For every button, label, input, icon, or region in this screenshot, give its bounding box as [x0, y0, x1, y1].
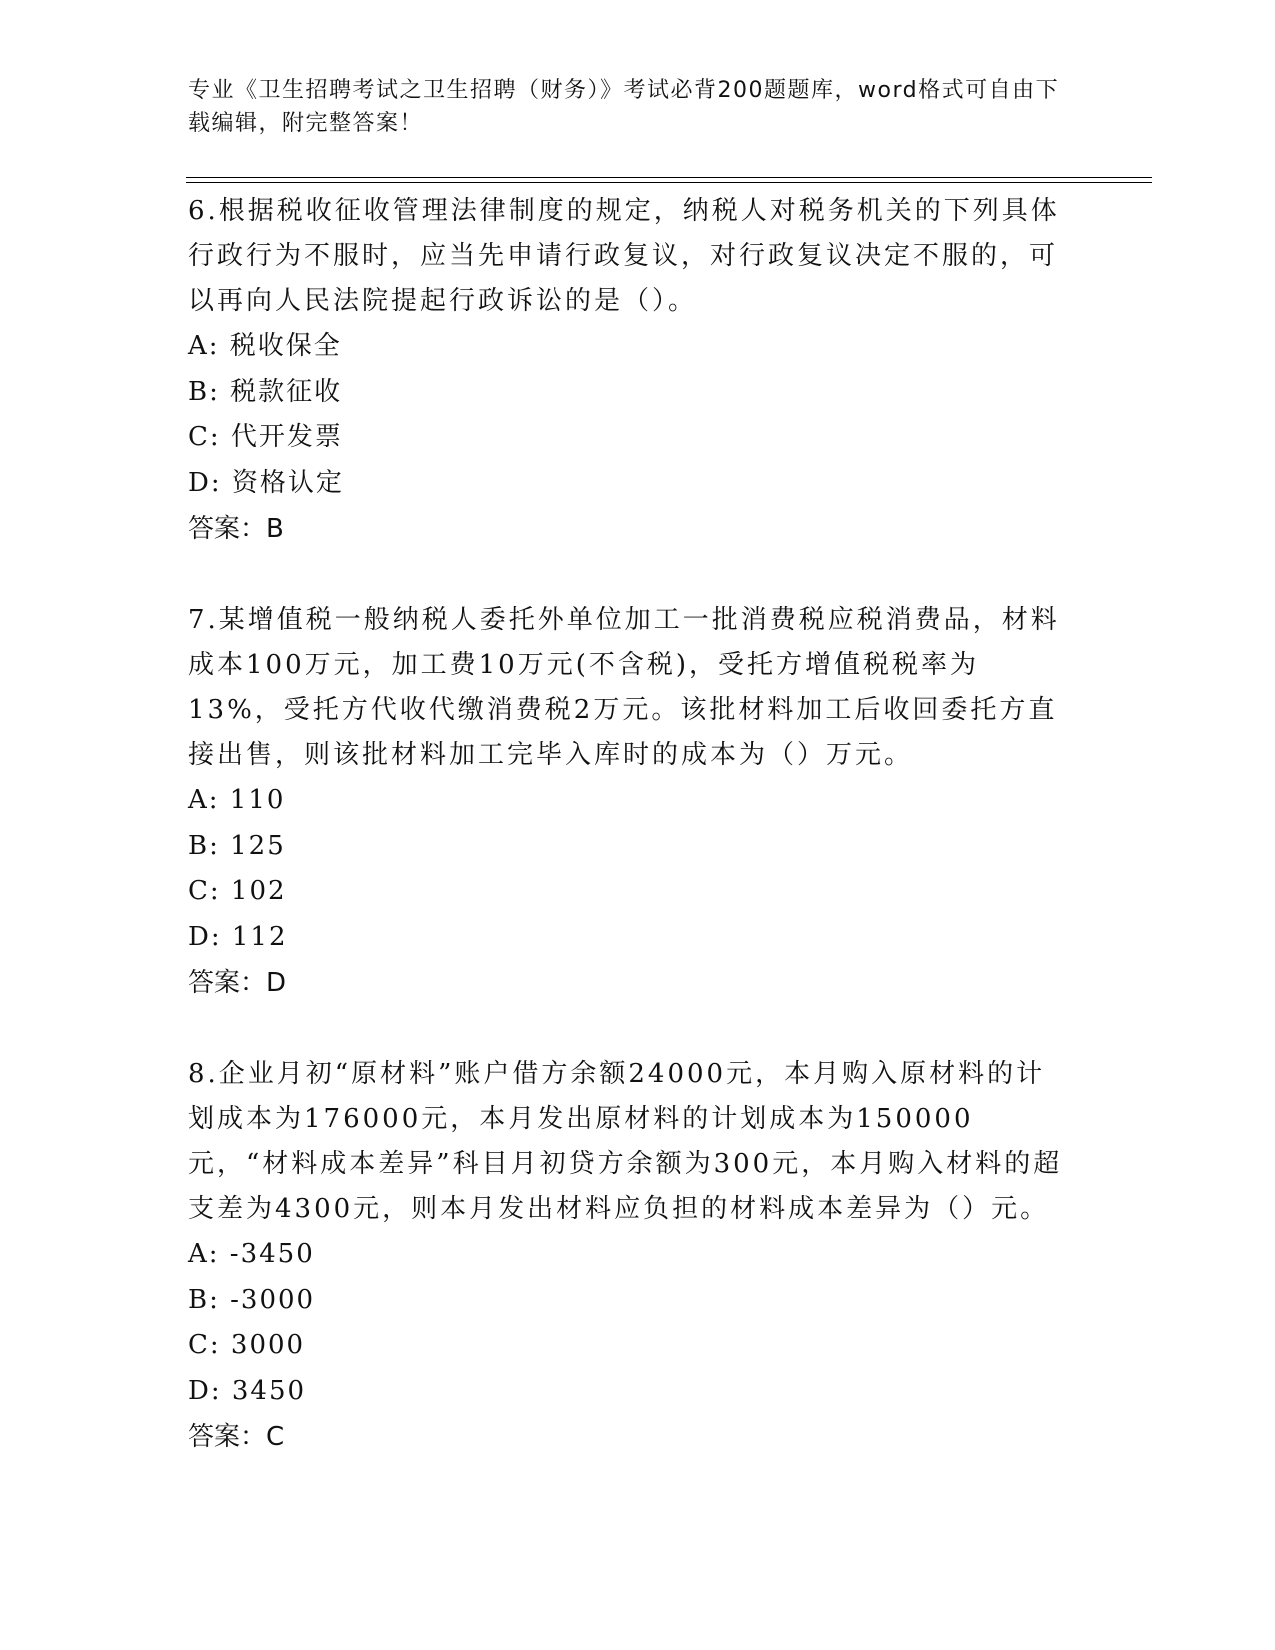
answer-label: 答案：D: [188, 968, 287, 998]
option-b: B: 125: [188, 830, 286, 861]
answer-label: 答案：C: [188, 1422, 285, 1452]
question-stem: 7.某增值税一般纳税人委托外单位加工一批消费税应税消费品，材料成本100万元，加工费10万元(不含税)，受托方增值税税率为13%，受托方代收代缴消费税2万元。该批材料加工后收回委托方直接出售，则该批材料加工完毕入库时的成本为（）万元。: [188, 605, 1060, 770]
option-b: B: -3000: [188, 1284, 316, 1315]
question-7: [188, 598, 1068, 1006]
option-d: D: 资格认定: [188, 467, 344, 498]
question-6: [188, 189, 1068, 552]
header-rule-bottom: [186, 182, 1152, 183]
option-c: C: 代开发票: [188, 422, 343, 452]
option-c: C: 102: [188, 876, 287, 906]
option-d: D: 112: [188, 921, 288, 952]
question-list: [188, 189, 1068, 1506]
header-rule-top: [186, 177, 1152, 178]
document-header: 专业《卫生招聘考试之卫生招聘（财务）》考试必背200题题库，word格式可自由下载编辑，附完整答案！: [188, 78, 1060, 136]
option-a: A: -3450: [188, 1239, 315, 1269]
option-a: A: 税收保全: [188, 331, 342, 361]
option-d: D: 3450: [188, 1375, 307, 1406]
question-stem: 8.企业月初“原材料”账户借方余额24000元，本月购入原材料的计划成本为176000元，本月发出原材料的计划成本为150000元，“材料成本差异”科目月初贷方余额为300元，本月购入材料的超支差为4300元，则本月发出材料应负担的材料成本差异为（）元。: [188, 1059, 1063, 1224]
answer-label: 答案：B: [188, 514, 284, 544]
option-b: B: 税款征收: [188, 376, 343, 407]
option-a: A: 110: [188, 785, 286, 815]
option-c: C: 3000: [188, 1330, 306, 1360]
question-8: [188, 1052, 1068, 1460]
question-stem: 6.根据税收征收管理法律制度的规定，纳税人对税务机关的下列具体行政行为不服时，应当先申请行政复议，对行政复议决定不服的，可以再向人民法院提起行政诉讼的是（）。: [188, 196, 1060, 316]
